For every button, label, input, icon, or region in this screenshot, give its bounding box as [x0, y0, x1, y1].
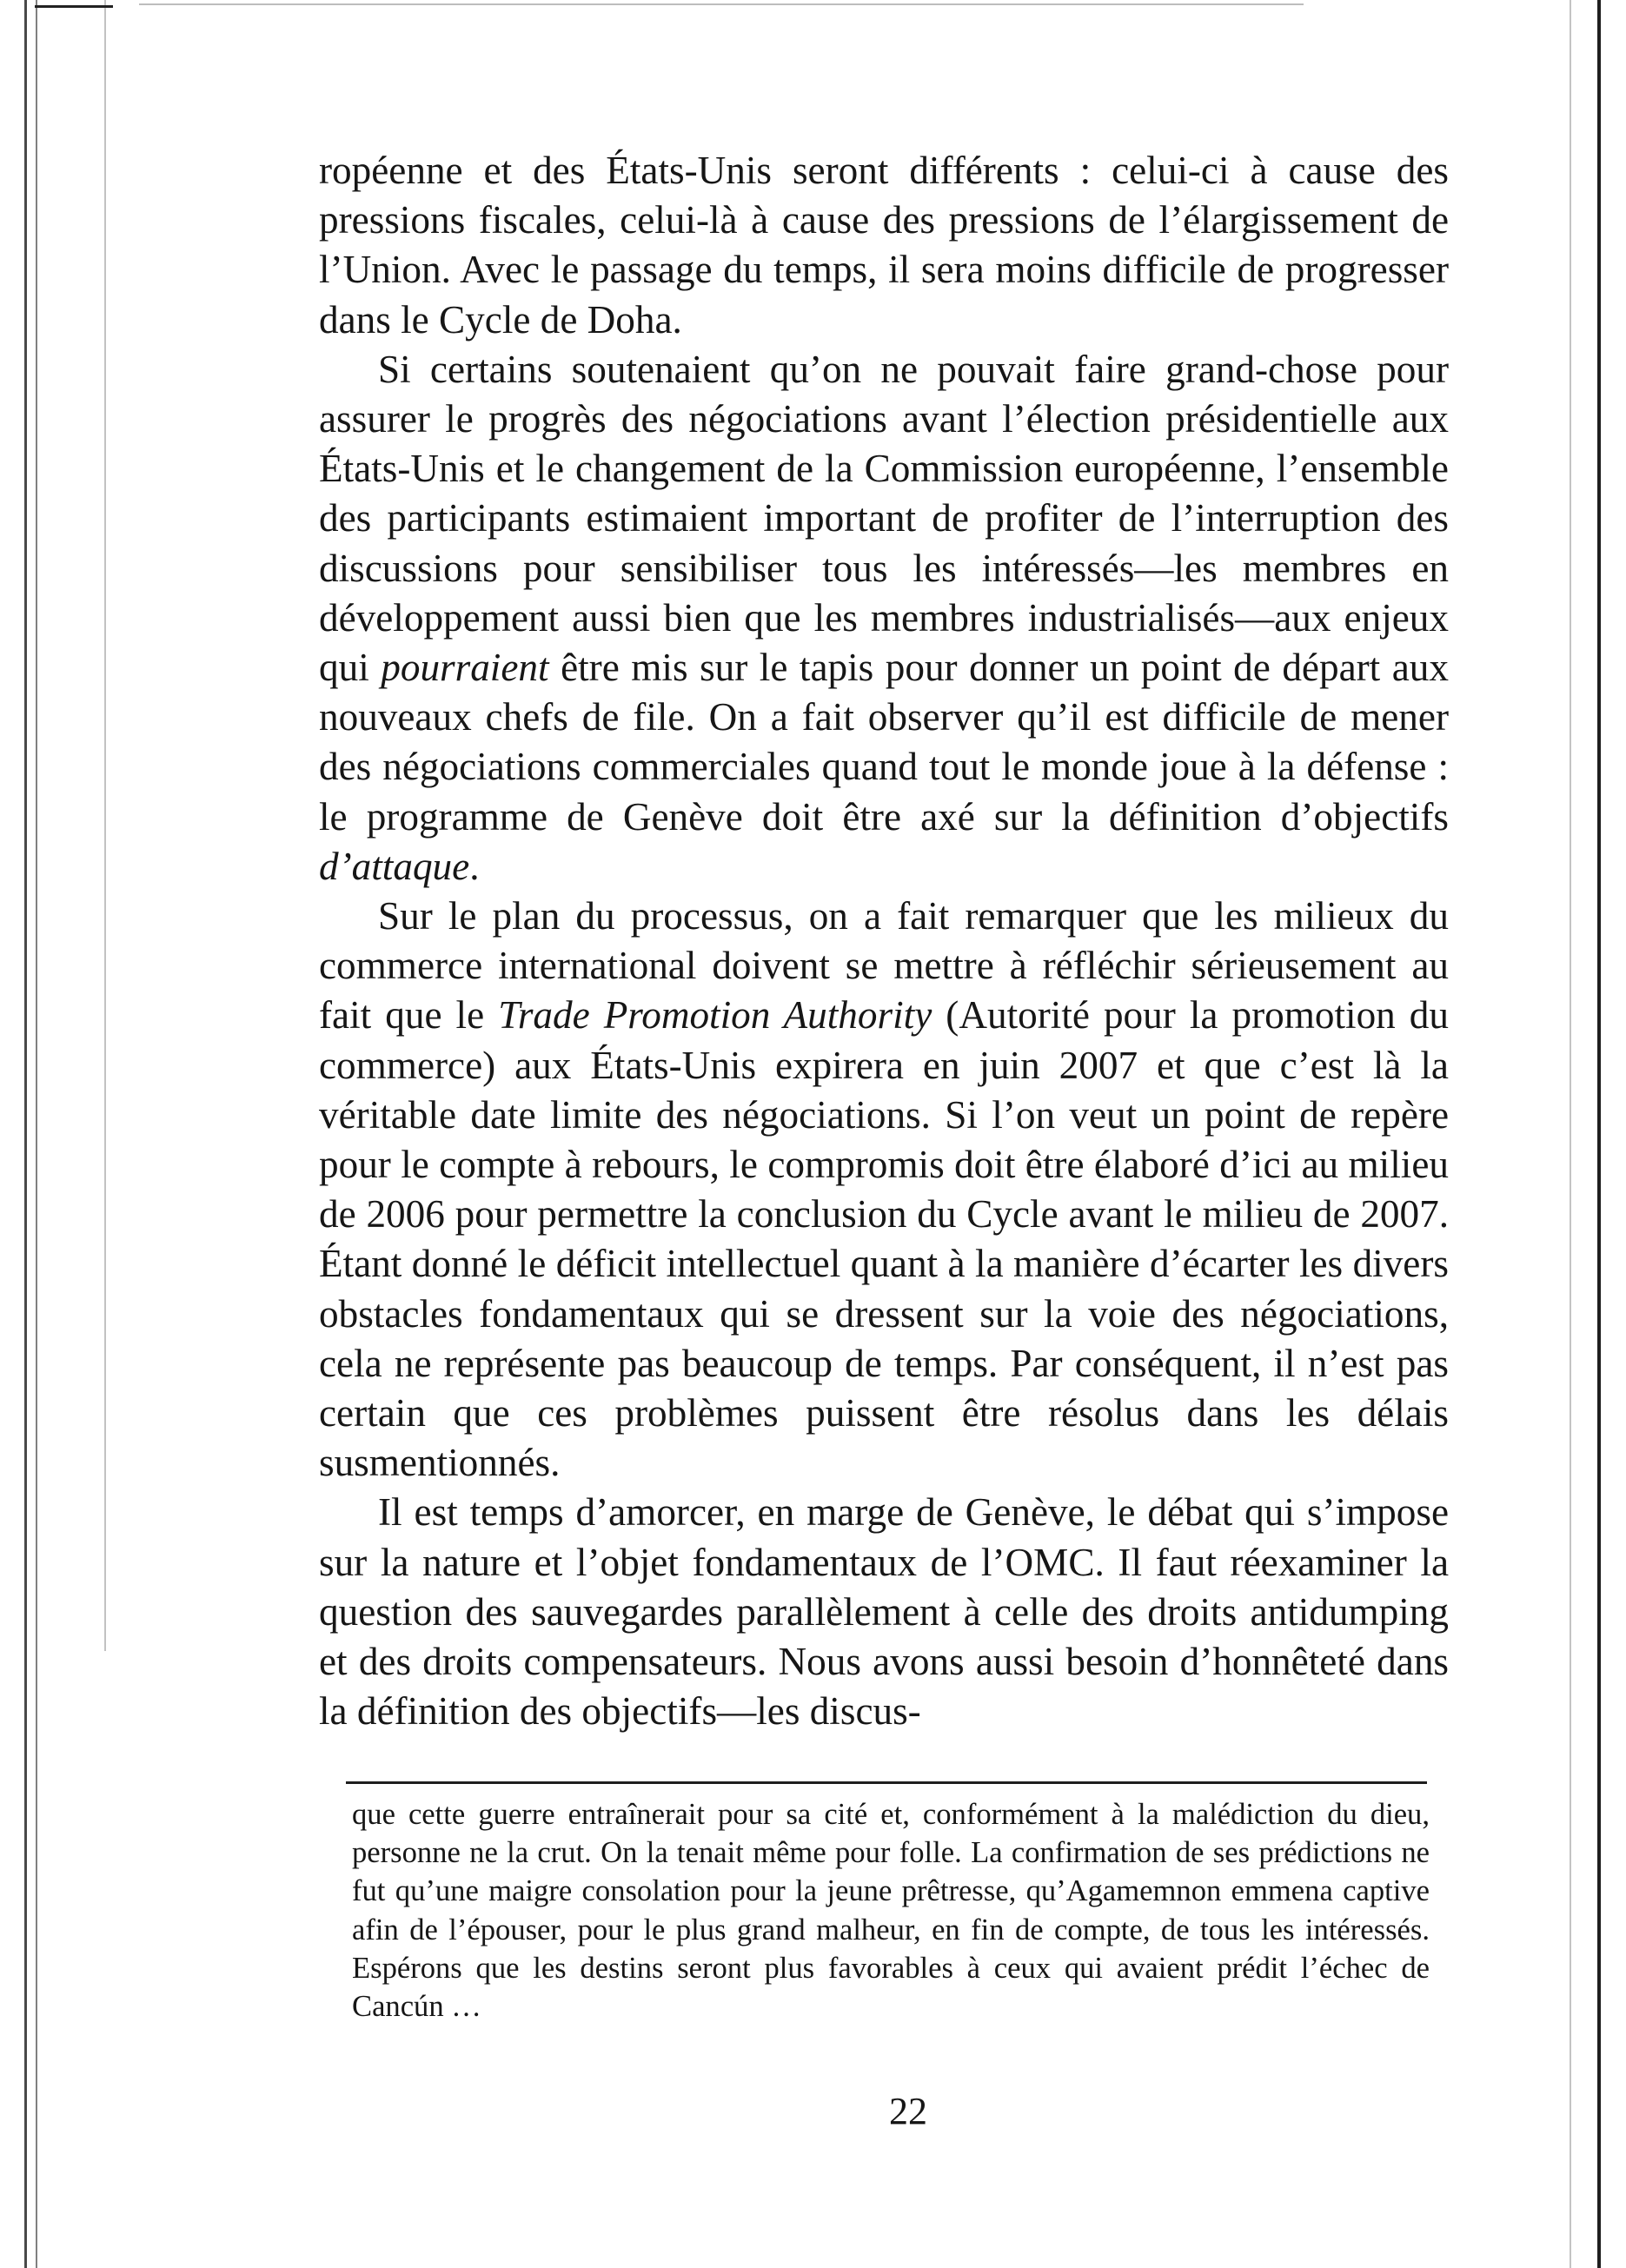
scan-edge-top-mark	[35, 5, 113, 8]
scan-top-edge-line	[139, 3, 1304, 5]
paragraph-1: ropéenne et des États-Unis seront différents : celui-ci à cause des pressions fiscales, celui-là à cause des pressions de l’élargissement de l’Union. Avec le passage du temps, il sera moins difficile de progresser dans le Cycle de Doha.	[319, 149, 1449, 342]
main-text	[319, 146, 1449, 1737]
paragraph-3-text-b: (Autorité pour la promotion du commerce) aux États-Unis expirera en juin 2007 et que c’est là la véritable date limite des négociations. Si l’on veut un point de repère pour le compte à rebours, le compromis doit être élaboré d’ici au milieu de 2006 pour permettre la conclusion du Cycle avant le milieu de 2007. Étant donné le déficit intellectuel quant à la manière d’écarter les divers obstacles fondamentaux qui se dressent sur la voie des négociations, cela ne représente pas beaucoup de temps. Par conséquent, il n’est pas certain que ces problèmes puissent être résolus dans les délais susmentionnés.	[319, 993, 1449, 1485]
paragraph-2-italic-attaque: d’attaque	[319, 844, 470, 888]
paragraph-4: Il est temps d’amorcer, en marge de Genève, le débat qui s’impose sur la nature et l’objet fondamentaux de l’OMC. Il faut réexaminer la question des sauvegardes parallèlement à celle des droits antidumping et des droits compensateurs. Nous avons aussi besoin d’honnêteté dans la définition des objectifs—les discus-	[319, 1490, 1449, 1734]
paragraph-2-text-c: .	[469, 844, 480, 888]
scan-binding-edge-left	[24, 0, 37, 2268]
page-number: 22	[889, 2090, 927, 2132]
paragraph-2-text-a: Si certains soutenaient qu’on ne pouvait faire grand-chose pour assurer le progrès des négociations avant l’élection présidentielle aux États-Unis et le changement de la Commission européenne, l’ensemble des participants estimaient important de profiter de l’interruption des discussions pour sensibiliser tous les intéressés—les membres en développement aussi bien que les membres industrialisés—aux enjeux qui	[319, 347, 1449, 690]
footnote-text: que cette guerre entraînerait pour sa cité et, conformément à la malédiction du dieu, personne ne la crut. On la tenait même pour folle. La confirmation de ses prédictions ne fut qu’une maigre consolation pour la jeune prêtresse, qu’Agamemnon emmena captive afin de l’épouser, pour le plus grand malheur, en fin de compte, de tous les intéressés. Espérons que les destins seront plus favorables à ceux qui avaient prédit l’échec de Cancún …	[352, 1798, 1430, 2024]
scan-binding-shadow-left	[104, 0, 106, 1651]
scan-edge-right	[1597, 0, 1601, 2268]
scan-shadow-right	[1570, 0, 1571, 2268]
paragraph-3-text-a: Sur le plan du processus, on a fait remarquer que les milieux du commerce international doivent se mettre à réfléchir sérieusement au fait que le	[319, 894, 1449, 1038]
footnote-separator-rule	[346, 1781, 1427, 1784]
paragraph-2-italic-pourraient: pourraient	[381, 646, 549, 690]
paragraph-2-text-b: être mis sur le tapis pour donner un point de départ aux nouveaux chefs de file. On a fait observer qu’il est difficile de mener des négociations commerciales quand tout le monde joue à la défense : le programme de Genève doit être axé sur la définition d’objectifs	[319, 646, 1449, 839]
paragraph-2	[319, 345, 1449, 892]
paragraph-3-italic-trade-promotion-authority: Trade Promotion Authority	[498, 993, 932, 1038]
paragraph-3	[319, 892, 1449, 1488]
